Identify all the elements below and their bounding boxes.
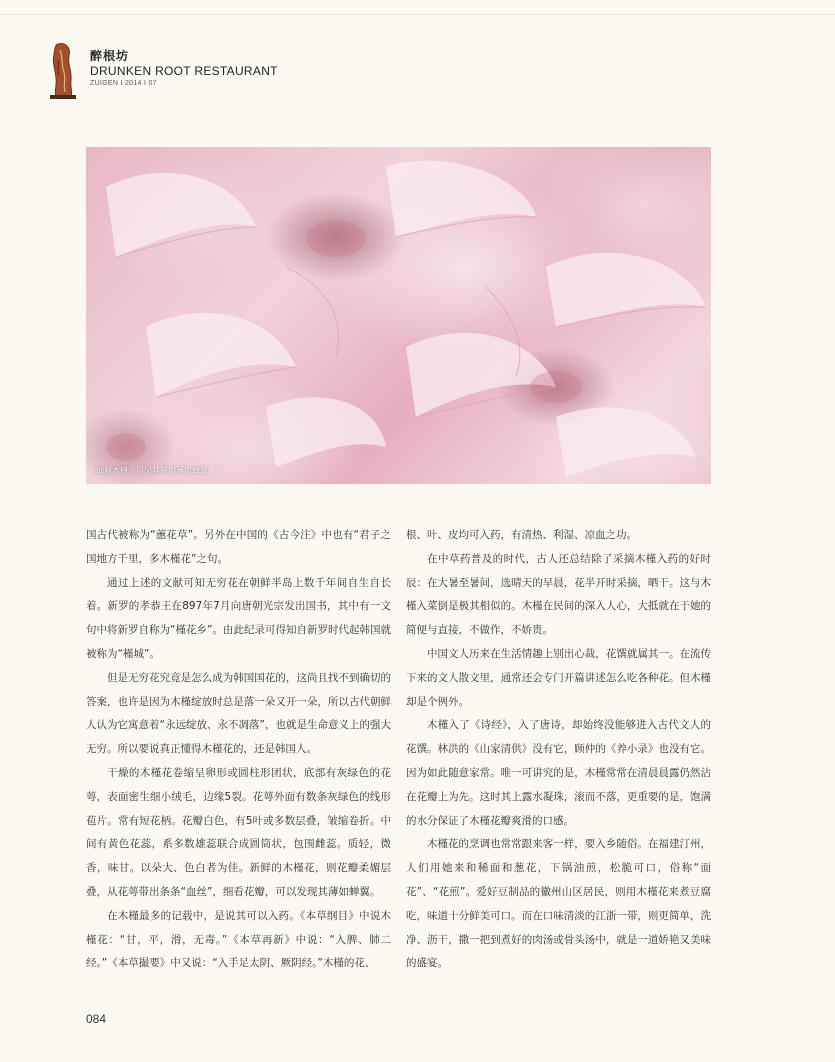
- top-rule: [0, 14, 835, 15]
- paragraph: 干燥的木槿花卷缩呈卵形或圆柱形团状，底部有灰绿色的花萼，表面密生细小绒毛，边缘5裂。花萼外面有数条灰绿色的线形苞片。常有短花柄。花瓣白色，有5叶或多数层叠，皱缩卷折。中间有黄色花蕊，系多数雄蕊联合成圆筒状，包围雌蕊。质轻，微香，味甘。以朵大、色白者为佳。新鲜的木槿花，则花瓣柔媚层叠，从花萼带出条条“血丝”，细看花瓣，可以发现其薄如蝉翼。: [86, 766, 391, 898]
- photo-caption: 细观木槿，可见其花瓣薄如蝉翼: [96, 466, 208, 475]
- petal-texture-illustration: [86, 147, 711, 484]
- paragraph: 但是无穷花究竟是怎么成为韩国国花的，这尚且找不到确切的答案，也许是因为木槿绽放时总是落一朵又开一朵，所以古代朝鲜人认为它寓意着“永远绽放、永不凋落”，也就是生命意义上的强大无穷。所以要说真正懂得木槿花的，还是韩国人。: [86, 671, 391, 756]
- paragraph: 根、叶、皮均可入药，有清热、利湿、凉血之功。: [406, 529, 637, 541]
- magazine-header: [44, 40, 278, 100]
- article-column-right: [406, 524, 711, 976]
- paragraph: 通过上述的文献可知无穷花在朝鲜半岛上数千年间自生自长着。新罗的孝恭王在897年7月向唐朝光宗发出国书，其中有一文句中将新罗自称为“槿花乡”。由此纪录可得知自新罗时代起韩国就被称为“槿城”。: [86, 576, 391, 660]
- paragraph: 中国文人历来在生活情趣上别出心裁，花馔就属其一。在流传下来的文人散文里，通常还会专门开篇讲述怎么吃各种花。但木槿却是个例外。: [406, 647, 711, 708]
- page-number: 084: [86, 1012, 107, 1026]
- paragraph: 国古代被称为“蕙花草”。另外在中国的《古今注》中也有“君子之国地方千里，多木槿花”之句。: [86, 529, 391, 565]
- paragraph: 在木槿最多的记载中，是说其可以入药。《本草纲目》中说木槿花：“甘，平，滑，无毒。”《本草再新》中说：“入脾、肺二经。”《本草撮要》中又说：“入手足太阴、厥阴经。”木槿的花、: [86, 909, 391, 970]
- brand-block: [90, 50, 278, 87]
- brand-chinese-name: 醉根坊: [90, 49, 130, 63]
- paragraph: 在中草药普及的时代，古人还总结除了采摘木槿入药的好时辰：在大暑至暑间，选晴天的早晨，花半开时采摘，晒干。这与木槿入菜倒是极其相似的。木槿在民间的深入人心，大抵就在于她的简便与直接，不做作，不娇贵。: [406, 552, 711, 637]
- root-sculpture-logo: [44, 40, 82, 100]
- issue-code: ZUIGEN I 2014 I 07: [90, 80, 157, 87]
- paragraph: 木槿入了《诗经》，入了唐诗，却始终没能够进入古代文人的花馔。林洪的《山家清供》没有它，顾仲的《养小录》也没有它。因为如此随意家常。唯一可讲究的是，木槿常常在清晨晨露仍然沾在花瓣上为先。这时其上露水凝珠，滚而不落，更重要的是，饱满的水分保证了木槿花瓣爽滑的口感。: [406, 719, 711, 827]
- article-column-left: [86, 524, 391, 976]
- hibiscus-flower-photo: [86, 147, 711, 484]
- paragraph: 木槿花的烹调也常常跟来客一样，要入乡随俗。在福建汀州，人们用她来和稀面和葱花，下锅油煎，松脆可口，俗称“面花”、“花煎”。爱好豆制品的徽州山区居民，则用木槿花来煮豆腐吃，味道十分鲜美可口。而在口味清淡的江浙一带，则更简单，洗净、沥干，撒一把到煮好的肉汤或骨头汤中，就是一道娇艳又美味的盛宴。: [406, 838, 711, 970]
- brand-english-name: DRUNKEN ROOT RESTAURANT: [90, 64, 278, 78]
